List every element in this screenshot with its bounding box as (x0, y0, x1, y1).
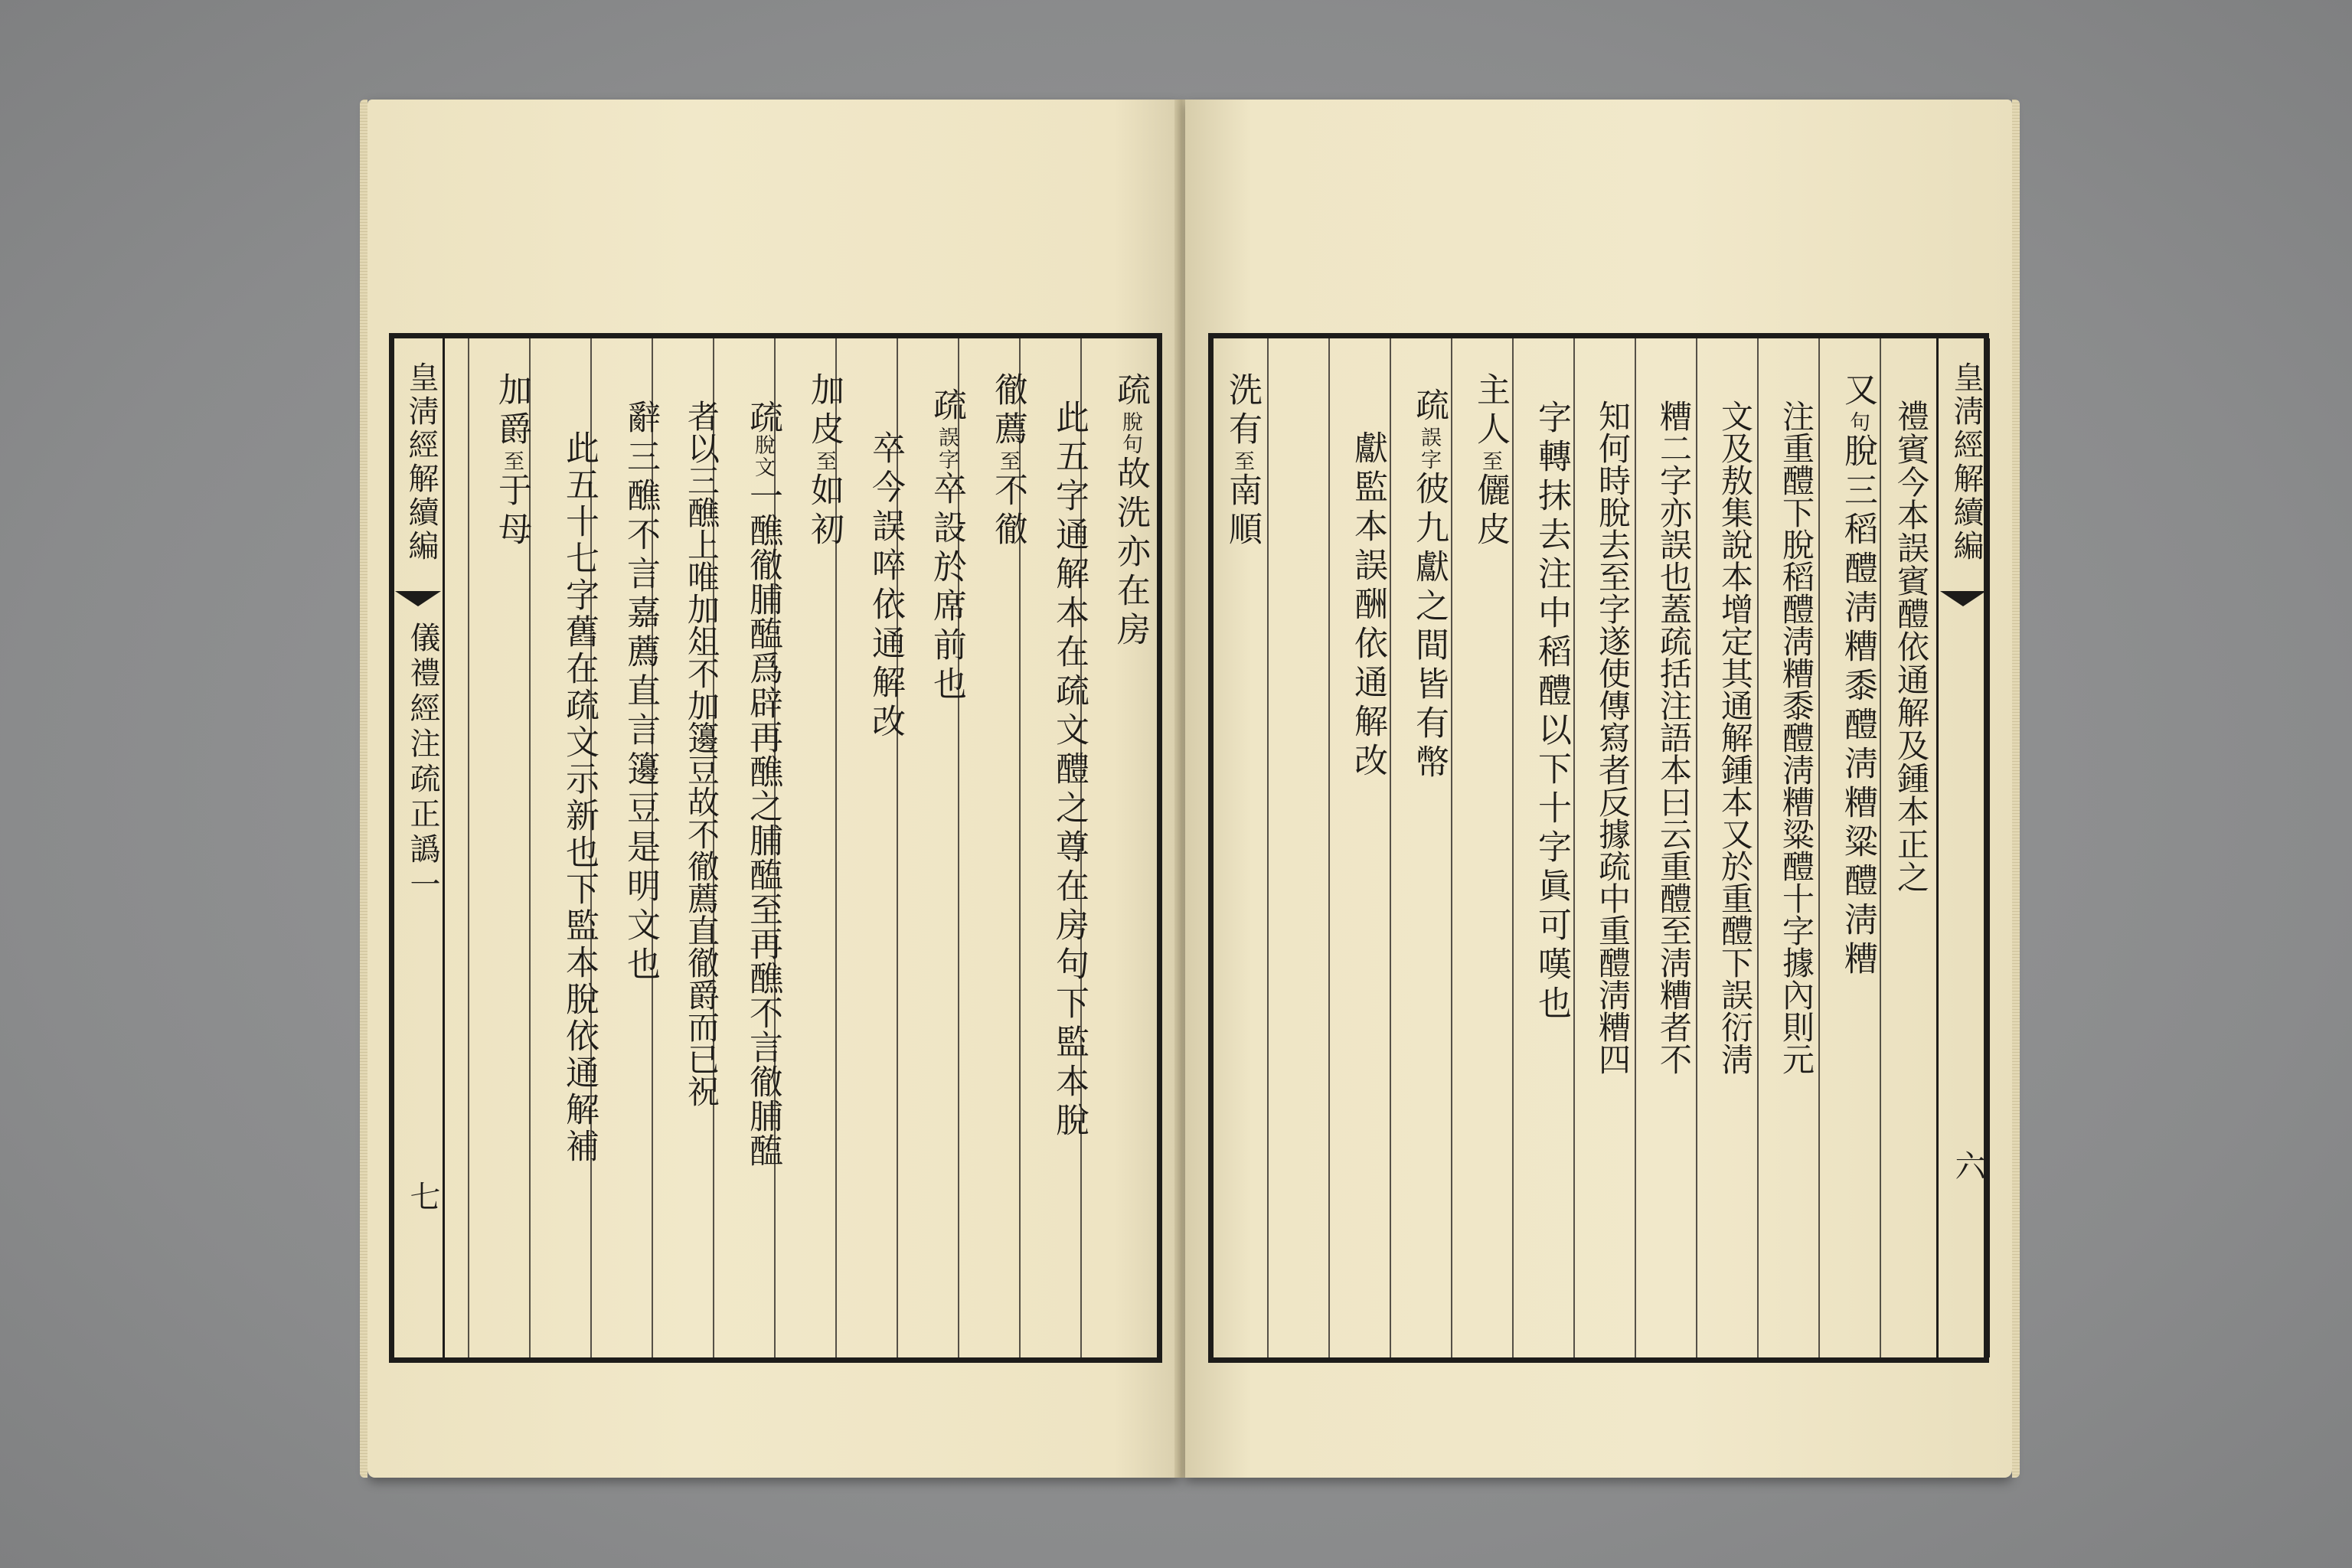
left-page-edge (360, 100, 368, 1478)
margin-page-number: 七 (405, 1181, 440, 1211)
text-column: 疏脫文一醮徹脯醢爲辟再醮之脯醢至再醮不言徹脯醢 (743, 400, 782, 1168)
column-rule (1267, 338, 1269, 1357)
text-column: 洗有至南順 (1223, 372, 1262, 550)
text-column: 加爵至于母 (492, 372, 531, 550)
text-column: 知何時脫去至字遂使傳寫者反據疏中重醴淸糟四 (1594, 400, 1632, 1075)
margin-subtitle: 儀禮經注疏正譌一 (405, 622, 440, 903)
text-column: 糟二字亦誤也蓋疏括注語本曰云重醴至淸糟者不 (1655, 400, 1693, 1075)
right-page-edge (2012, 100, 2020, 1478)
left-page (368, 100, 1179, 1478)
text-column: 文及敖集說本增定其通解鍾本又於重醴下誤衍淸 (1717, 400, 1754, 1075)
text-column: 疏誤字卒設於席前也 (927, 387, 966, 705)
fold-band (391, 338, 445, 1357)
text-column: 主人至儷皮 (1471, 372, 1510, 550)
right-page (1185, 100, 2012, 1478)
right-text-frame (1208, 333, 1989, 1363)
text-column: 禮賓今本誤賓醴依通解及鍾本正之 (1893, 400, 1930, 893)
text-column: 疏誤字彼九獻之間皆有幣 (1410, 387, 1449, 783)
fish-tail-ornament (1940, 591, 1986, 606)
text-column: 又句脫三稻醴淸糟黍醴淸糟粱醴淸糟 (1838, 372, 1877, 980)
text-column: 卒今誤啐依通解改 (866, 430, 905, 743)
fish-tail-ornament (395, 591, 441, 606)
text-column: 徹薦至不徹 (988, 372, 1027, 550)
text-column: 此五字通解本在疏文醴之尊在房句下監本脫 (1050, 400, 1089, 1142)
text-column: 辭三醮不言嘉薦直言籩豆是明文也 (621, 400, 660, 985)
text-column: 獻監本誤酬依通解改 (1348, 430, 1387, 782)
left-text-frame (389, 333, 1162, 1363)
column-rule (468, 338, 469, 1357)
text-column: 字轉抹去注中稻醴以下十字眞可嘆也 (1532, 400, 1571, 1024)
margin-title: 皇淸經解續編 (403, 361, 439, 564)
fold-band (1936, 338, 1990, 1357)
text-column: 注重醴下脫稻醴淸糟黍醴淸糟粱醴十字據內則元 (1778, 400, 1815, 1075)
text-column: 此五十七字舊在疏文示新也下監本脫依通解補 (560, 430, 599, 1165)
text-column: 者以三醮上唯加俎不加籩豆故不徹薦直徹爵而已祝 (683, 400, 720, 1107)
margin-title: 皇淸經解續編 (1949, 361, 1984, 564)
text-column: 疏脫句故洗亦在房 (1111, 372, 1150, 651)
text-column: 加皮至如初 (805, 372, 844, 550)
open-book (360, 90, 2014, 1507)
margin-page-number: 六 (1950, 1150, 1985, 1181)
